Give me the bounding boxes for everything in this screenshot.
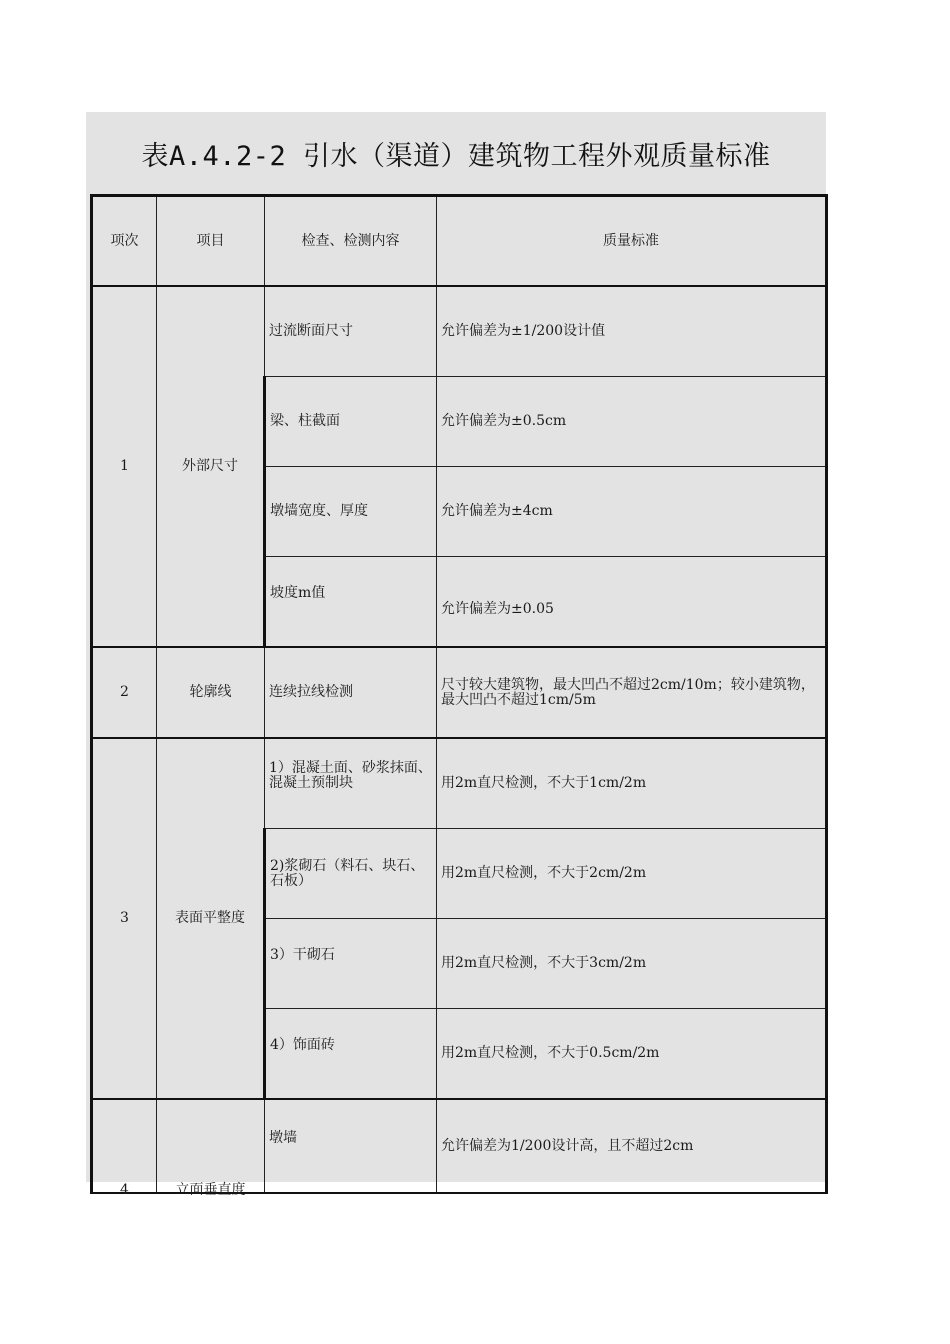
standard-cell: 尺寸较大建筑物，最大凹凸不超过2cm/10m；较小建筑物，最大凹凸不超过1cm/5m bbox=[437, 647, 827, 738]
standard-cell: 用2m直尺检测，不大于0.5cm/2m bbox=[437, 1009, 827, 1100]
item-number-cell: 1 bbox=[92, 286, 157, 647]
item-name-cell bbox=[157, 1099, 265, 1198]
item-name-cell: 轮廓线 bbox=[157, 647, 265, 738]
content-text: 1）混凝土面、砂浆抹面、混凝土预制块 bbox=[269, 759, 432, 791]
spreadsheet-page bbox=[86, 112, 826, 1198]
content-cell bbox=[265, 919, 437, 1009]
table-row bbox=[92, 1099, 827, 1193]
item-number-cell bbox=[92, 1099, 157, 1198]
content-cell: 梁、柱截面 bbox=[265, 377, 437, 467]
table-row bbox=[92, 286, 827, 377]
item-number-text: 4 bbox=[120, 1181, 129, 1198]
header-item: 项目 bbox=[157, 196, 265, 287]
item-name-cell: 外部尺寸 bbox=[157, 286, 265, 647]
standard-text: 允许偏差为±0.05 bbox=[441, 601, 554, 617]
item-number-cell: 3 bbox=[92, 738, 157, 1099]
standard-cell: 用2m直尺检测，不大于3cm/2m bbox=[437, 919, 827, 1009]
standard-cell: 用2m直尺检测，不大于1cm/2m bbox=[437, 738, 827, 829]
standard-cell bbox=[437, 557, 827, 648]
content-text: 坡度m值 bbox=[270, 585, 326, 601]
quality-standard-table bbox=[90, 194, 828, 1198]
content-cell: 2)浆砌石（料石、块石、石板） bbox=[265, 829, 437, 919]
item-name-text: 立面垂直度 bbox=[175, 1181, 246, 1198]
content-text: 4）饰面砖 bbox=[270, 1037, 335, 1053]
item-name-cell: 表面平整度 bbox=[157, 738, 265, 1099]
content-text: 墩墙 bbox=[269, 1129, 297, 1146]
standard-cell: 允许偏差为±0.5cm bbox=[437, 377, 827, 467]
content-cell: 连续拉线检测 bbox=[265, 647, 437, 738]
item-number-cell: 2 bbox=[92, 647, 157, 738]
standard-cell: 允许偏差为±1/200设计值 bbox=[437, 286, 827, 377]
table-row bbox=[92, 647, 827, 738]
header-quality-standard: 质量标准 bbox=[437, 196, 827, 287]
header-item-number: 项次 bbox=[92, 196, 157, 287]
content-cell: 墩墙宽度、厚度 bbox=[265, 467, 437, 557]
content-cell: 过流断面尺寸 bbox=[265, 286, 437, 377]
content-cell bbox=[265, 1009, 437, 1100]
header-row bbox=[92, 196, 827, 287]
content-cell bbox=[265, 557, 437, 648]
content-text: 3）干砌石 bbox=[270, 947, 335, 963]
content-cell bbox=[265, 1099, 437, 1193]
content-cell bbox=[265, 738, 437, 829]
table-row bbox=[92, 738, 827, 829]
standard-cell: 用2m直尺检测，不大于2cm/2m bbox=[437, 829, 827, 919]
standard-cell: 允许偏差为±4cm bbox=[437, 467, 827, 557]
standard-cell: 允许偏差为1/200设计高，且不超过2cm bbox=[437, 1099, 827, 1193]
table-title: 表A.4.2-2 引水（渠道）建筑物工程外观质量标准 bbox=[141, 140, 771, 172]
header-inspection-content: 检查、检测内容 bbox=[265, 196, 437, 287]
